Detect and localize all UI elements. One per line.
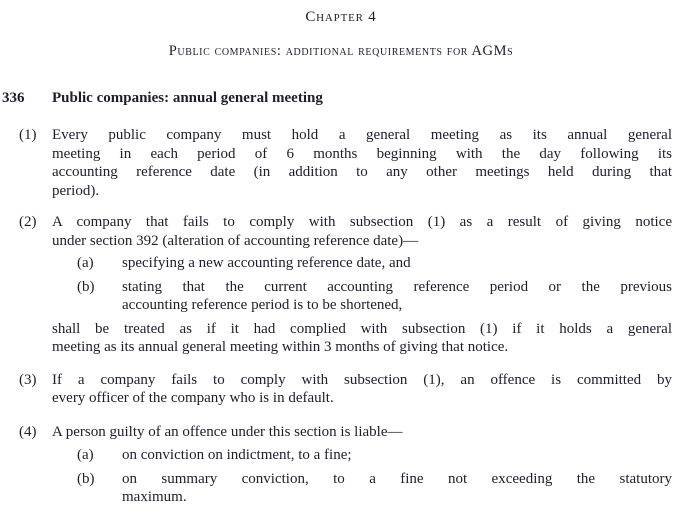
subsection-2-item-a (52, 254, 672, 273)
text-line: specifying a new accounting reference date, and (122, 255, 411, 271)
item-a-label: (a) (77, 447, 94, 463)
section-number: 336 (2, 90, 25, 106)
text-line: on summary conviction, to a fine not exceeding the statutory (122, 470, 672, 487)
subsection-2-item-b (52, 278, 672, 315)
item-a-body (122, 254, 672, 273)
item-b-body (122, 470, 672, 507)
text-line: accounting reference date (in addition to any other meetings held during that (52, 164, 672, 180)
subsection-3 (0, 371, 682, 408)
item-b-body (122, 278, 672, 315)
item-b-label: (b) (77, 278, 95, 295)
text-line: A person guilty of an offence under this section is liable— (52, 423, 403, 440)
subsection-1-label: (1) (19, 127, 37, 143)
section-heading (0, 89, 682, 108)
subsection-4 (0, 423, 682, 507)
text-line: meeting in each period of 6 months beginning with the day following its (52, 145, 672, 162)
item-b-label: (b) (77, 470, 95, 487)
text-line: shall be treated as if it had complied with subsection (1) if it holds a general (52, 320, 672, 337)
subsection-2-closing (52, 320, 672, 357)
subsection-4-item-a (52, 446, 672, 465)
subsection-1-body (52, 126, 672, 200)
text-line: accounting reference period is to be shortened, (122, 297, 403, 313)
subsection-2-body (52, 213, 672, 357)
subsection-1 (0, 126, 682, 200)
subsection-4-body (52, 423, 672, 507)
subsection-4-item-b (52, 470, 672, 507)
chapter-subheading: Public companies: additional requirements for AGMs (168, 43, 514, 59)
text-line: on conviction on indictment, to a fine; (122, 447, 352, 463)
subsection-2 (0, 213, 682, 357)
text-line: Every public company must hold a general meeting as its annual general (52, 127, 672, 143)
text-line: under section 392 (alteration of accounting reference date)— (52, 232, 419, 249)
subsection-4-label: (4) (19, 423, 37, 440)
text-line: A company that fails to comply with subsection (1) as a result of giving notice (52, 214, 672, 230)
text-line: every officer of the company who is in default. (52, 390, 334, 406)
subsection-2-label: (2) (19, 214, 37, 230)
section-title: Public companies: annual general meeting (52, 90, 323, 106)
text-line: stating that the current accounting reference period or the previous (122, 278, 672, 295)
chapter-heading: Chapter 4 (305, 9, 377, 25)
item-a-label: (a) (77, 255, 94, 271)
subsection-3-label: (3) (19, 371, 37, 388)
text-line: maximum. (122, 489, 187, 505)
text-line: If a company fails to comply with subsection (1), an offence is committed by (52, 371, 672, 388)
text-line: period). (52, 182, 100, 199)
item-a-body (122, 446, 672, 465)
text-line: meeting as its annual general meeting within 3 months of giving that notice. (52, 339, 509, 355)
subsection-3-body (52, 371, 672, 408)
